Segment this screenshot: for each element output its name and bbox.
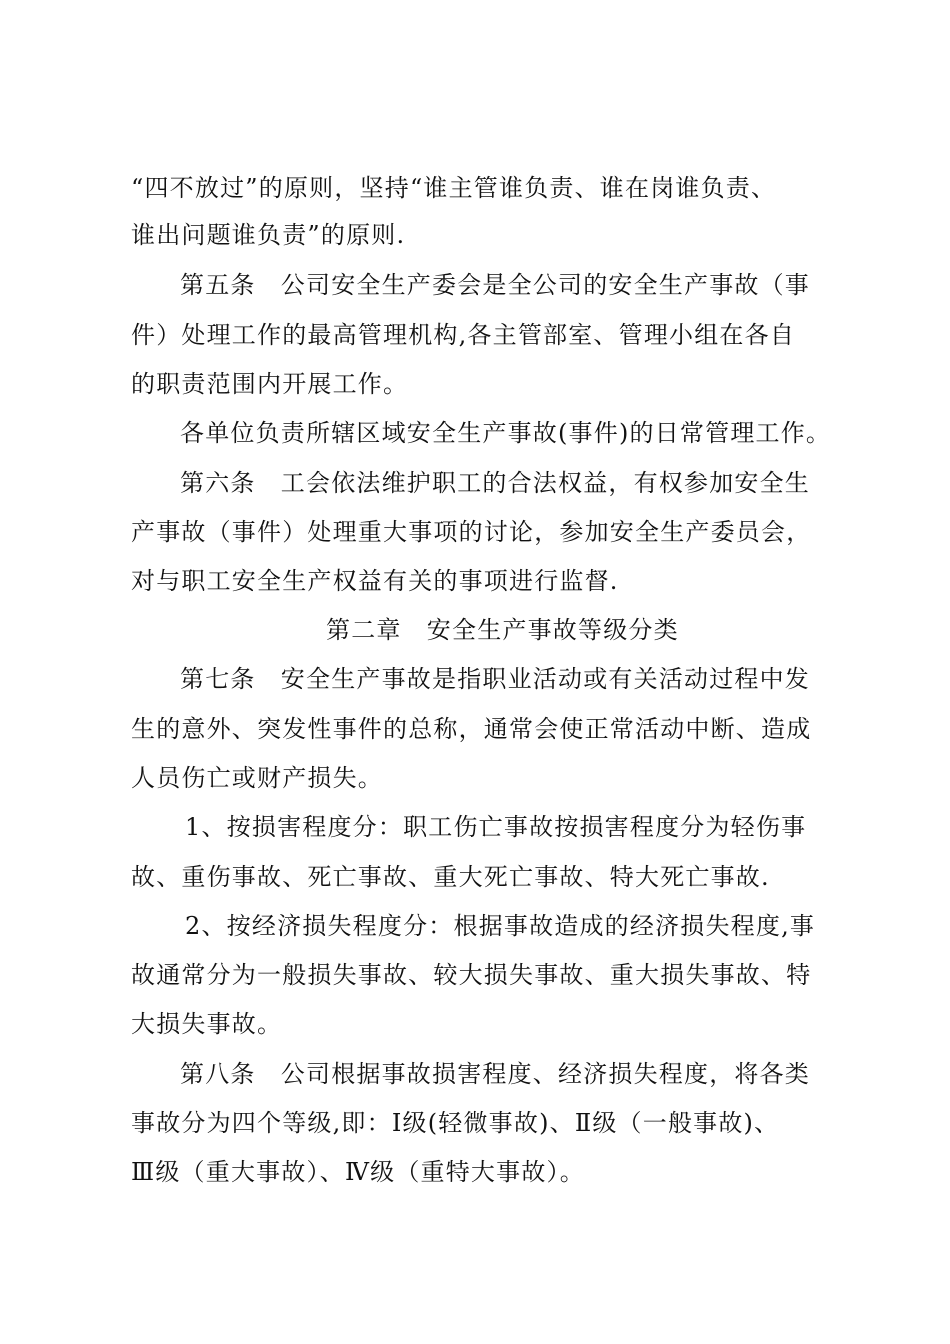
item-1-line-1: 1、按损害程度分：职工伤亡事故按损害程度分为轻伤事 [185, 813, 807, 841]
article-8-line-3: Ⅲ级（重大事故）、Ⅳ级（重特大事故）。 [131, 1158, 585, 1186]
units-responsibility-line: 各单位负责所辖区域安全生产事故(事件)的日常管理工作。 [180, 419, 832, 447]
article-5-line-1: 第五条 公司安全生产委会是全公司的安全生产事故（事 [180, 271, 810, 299]
text-line-2: 谁出问题谁负责”的原则. [131, 221, 406, 249]
item-2-line-2: 故通常分为一般损失事故、较大损失事故、重大损失事故、特 [131, 961, 812, 989]
article-6-line-1: 第六条 工会依法维护职工的合法权益，有权参加安全生 [180, 469, 810, 497]
article-7-line-2: 生的意外、突发性事件的总称，通常会使正常活动中断、造成 [131, 715, 812, 743]
text-line-1: “四不放过”的原则，坚持“谁主管谁负责、谁在岗谁负责、 [131, 174, 777, 202]
item-2-line-3: 大损失事故。 [131, 1010, 283, 1038]
article-6-line-2: 产事故（事件）处理重大事项的讨论，参加安全生产委员会， [131, 518, 812, 546]
article-7-line-1: 第七条 安全生产事故是指职业活动或有关活动过程中发 [180, 665, 810, 693]
article-5-line-2: 件）处理工作的最高管理机构,各主管部室、管理小组在各自 [131, 321, 796, 349]
chapter-2-heading: 第二章 安全生产事故等级分类 [326, 616, 679, 644]
article-5-line-3: 的职责范围内开展工作。 [131, 370, 409, 398]
article-8-line-2: 事故分为四个等级,即：Ⅰ级(轻微事故)、Ⅱ级（一般事故)、 [131, 1109, 780, 1137]
article-6-line-3: 对与职工安全生产权益有关的事项进行监督. [131, 567, 619, 595]
item-1-line-2: 故、重伤事故、死亡事故、重大死亡事故、特大死亡事故. [131, 863, 770, 891]
article-7-line-3: 人员伤亡或财产损失。 [131, 764, 383, 792]
item-2-line-1: 2、按经济损失程度分：根据事故造成的经济损失程度,事 [185, 912, 816, 940]
article-8-line-1: 第八条 公司根据事故损害程度、经济损失程度，将各类 [180, 1060, 810, 1088]
